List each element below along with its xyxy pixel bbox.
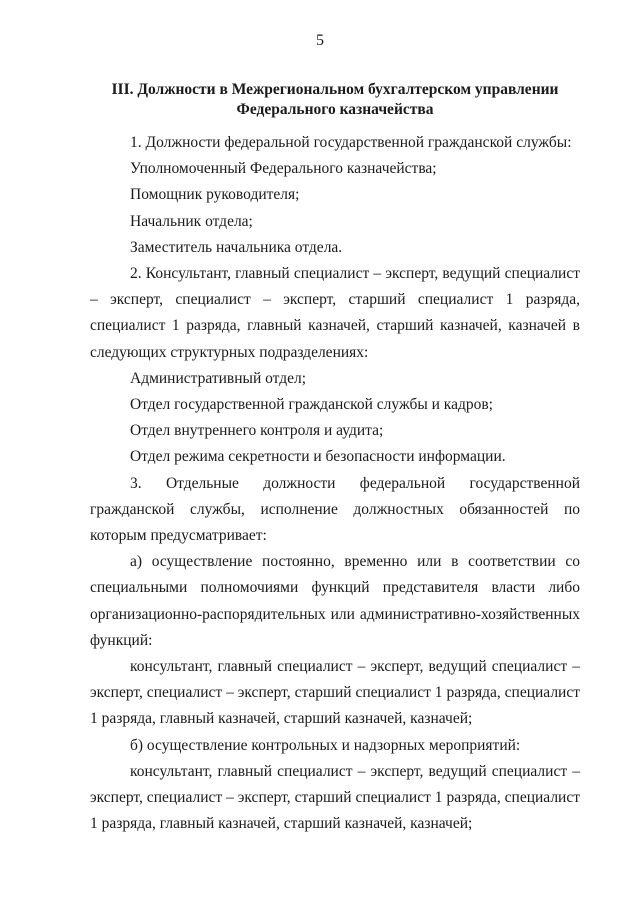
paragraph-1: 1. Должности федеральной государственной гражданской службы: — [130, 134, 572, 151]
section-heading-line-2: Федерального казначейства — [236, 101, 434, 118]
positions-list-b: консультант, главный специалист – эксперт, ведущий специалист – эксперт, специалист – эксперт, старший специалист 1 разряда, специалист 1 разряда, главный казначей, старший казначей, казначей; — [90, 762, 580, 833]
list-item: Отдел внутреннего контроля и аудита; — [130, 422, 384, 440]
paragraph-2: 2. Консультант, главный специалист – эксперт, ведущий специалист – эксперт, специалист – эксперт, старший специалист 1 разряда, специалист 1 разряда, главный казначей, старший казначей, казначей в следующих структурных подразделениях: — [90, 265, 580, 361]
list-item: Уполномоченный Федерального казначейства; — [130, 160, 437, 178]
list-item: Отдел режима секретности и безопасности информации. — [130, 448, 506, 466]
list-item: Отдел государственной гражданской службы и кадров; — [130, 396, 493, 414]
list-item: Помощник руководителя; — [130, 186, 300, 204]
section-heading-line-1: III. Должности в Межрегиональном бухгалтерском управлении — [111, 81, 559, 98]
document-body — [90, 130, 580, 837]
subparagraph-b: б) осуществление контрольных и надзорных мероприятий: — [130, 736, 521, 754]
subparagraph-a: а) осуществление постоянно, временно или в соответствии со специальными полномочиями функций представителя власти либо организационно-распорядительных или административно-хозяйственных функций: — [90, 553, 580, 649]
list-item: Заместитель начальника отдела. — [130, 238, 343, 256]
positions-list-a: консультант, главный специалист – эксперт, ведущий специалист – эксперт, специалист – эксперт, старший специалист 1 разряда, специалист 1 разряда, главный казначей, старший казначей, казначей; — [90, 658, 580, 728]
section-heading — [90, 80, 580, 120]
page-number: 5 — [316, 32, 324, 49]
list-item: Административный отдел; — [130, 369, 307, 387]
list-item: Начальник отдела; — [130, 212, 253, 230]
paragraph-3: 3. Отдельные должности федеральной государственной гражданской службы, исполнение должностных обязанностей по которым предусматривает: — [90, 474, 580, 545]
